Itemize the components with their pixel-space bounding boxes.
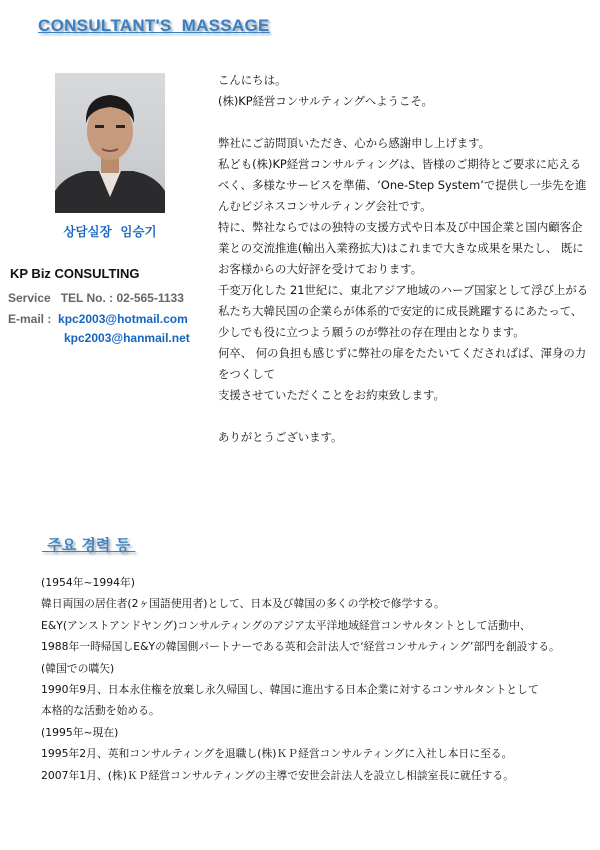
greeting-line: 弊社にご訪問頂いただき、心から感謝申し上げます。 [218,136,491,150]
greeting-line: 特に、弊社ならではの独特の支援方式や日本及び中国企業と国内顧客企業との交流推進(輸出入業務拡大)はこれまで大きな成果を果たし、 既にお客様からの大好評を受けております。 [218,220,584,276]
service-tel: Service TEL No. : 02-565-1133 [8,291,184,305]
greeting-spacer [218,112,590,133]
greeting-line: 何卒、 何の負担も感じずに弊社の扉をたたいてくださればば、渾身の力をつくして [218,346,587,381]
career-line: E&Y(アンストアンドヤング)コンサルティングのアジア太平洋地域経営コンサルタントとして活動中、 [41,618,531,632]
career-line: (韓国での嚆矢) [41,661,115,675]
page-title: CONSULTANT'S MASSAGE [38,16,270,35]
greeting-line: こんにちは。 [218,73,287,87]
email-row [8,312,188,326]
career-line: (1954年~1994年) [41,576,136,589]
email-link-hanmail[interactable]: kpc2003@hanmail.net [64,331,190,345]
greeting-line: 千変万化した 21世紀に、東北アジア地域のハーブ国家として浮び上がる私たち大韓民国の企業らが体系的で安定的に成長跳躍するにあたって、少しでも役に立つよう願うのが弊社の存在理由となります。 [218,283,589,339]
email-link-hotmail[interactable]: kpc2003@hotmail.com [58,312,188,326]
career-line: 韓日両国の居住者(2ヶ国語使用者)として、日本及び韓国の多くの学校で修学する。 [41,597,445,611]
career-list [41,572,593,786]
greeting-line: (株)KP経営コンサルティングへようこそ。 [218,94,433,108]
career-line: 1995年2月、英和コンサルティングを退職し(株)ＫＰ経営コンサルティングに入社し本日に至る。 [41,747,513,761]
greeting-message [218,70,590,448]
greeting-spacer [218,406,590,427]
greeting-line: ありがとうございます。 [218,430,343,444]
profile-caption: 상담실장 임승기 [63,224,157,239]
greeting-line: 私ども(株)KP経営コンサルティングは、皆様のご期待とご要求に応えるべく、多様なサービスを準備、‘One-Step System’で提供し一歩先を進んむビジネスコンサルティング会社です。 [218,157,587,213]
email-label: E-mail : [8,312,59,326]
career-line: 1988年一時帰国しE&Yの韓国側パートナーである英和会計法人で‘経営コンサルティング’部門を創設する。 [41,640,560,654]
career-line: 1990年9月、日本永住権を放棄し永久帰国し、韓国に進出する日本企業に対するコンサルタントとして [41,683,539,697]
email-row-2 [64,331,190,345]
greeting-line: 支援させていただくことをお約束致します。 [218,388,445,402]
career-section-title: 주요 경력 등 [42,536,136,554]
profile-photo [55,73,165,213]
career-line: (1995年~現在) [41,725,119,739]
career-line: 2007年1月、(株)ＫＰ経営コンサルティングの主導で安世会計法人を設立し相談室長に就任する。 [41,768,515,782]
career-line: 本格的な活動を始める。 [41,704,160,718]
company-name: KP Biz CONSULTING [10,266,140,281]
